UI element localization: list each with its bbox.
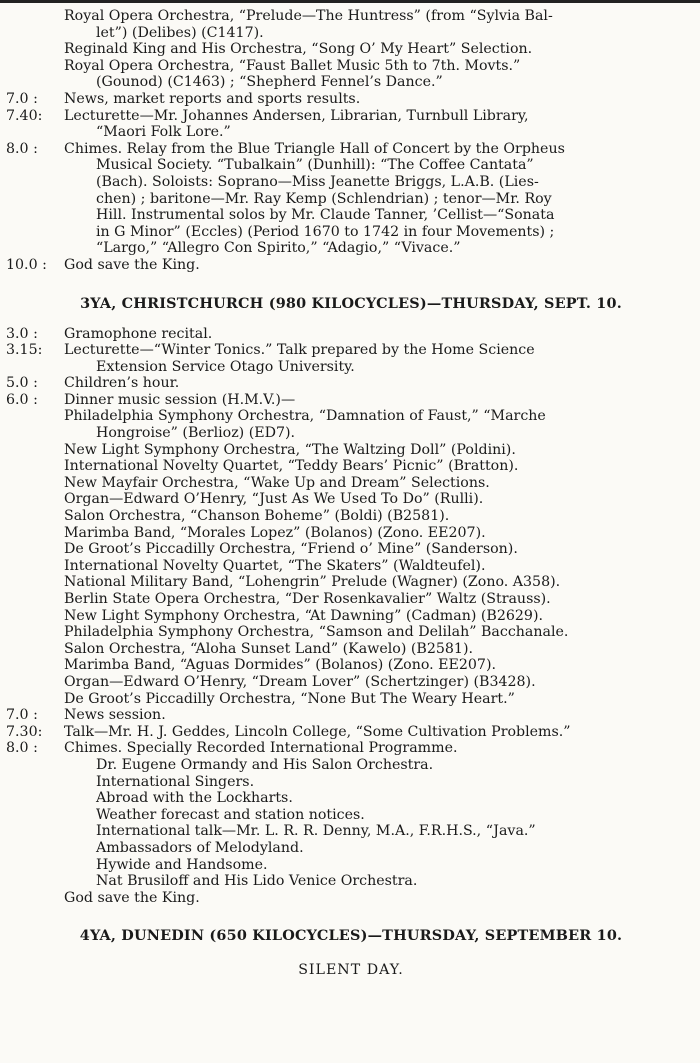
entry-time: 7.0 : — [6, 707, 38, 724]
entry-line: “Largo,” “Allegro Con Spirito,” “Adagio,” “Vivace.” — [96, 240, 461, 257]
entry-line: Chimes. Relay from the Blue Triangle Hall of Concert by the Orpheus — [64, 140, 565, 157]
programme-entry — [6, 8, 696, 91]
entry-line: Organ—Edward O’Henry, “Just As We Used To Do” (Rulli). — [64, 491, 484, 508]
entry-line: Royal Opera Orchestra, “Faust Ballet Music 5th to 7th. Movts.” — [64, 57, 521, 74]
entry-line: Weather forecast and station notices. — [96, 806, 365, 823]
entry-time: 8.0 : — [6, 140, 38, 157]
entry-line: De Groot’s Piccadilly Orchestra, “None But The Weary Heart.” — [64, 690, 515, 707]
entry-line: (Gounod) (C1463) ; “Shepherd Fennel’s Dance.” — [96, 74, 443, 91]
silent-day-notice: SILENT DAY. — [298, 962, 404, 979]
programme-entry — [6, 392, 696, 707]
entry-line: Ambassadors of Melodyland. — [96, 839, 304, 856]
entry-line: International Singers. — [96, 773, 255, 790]
programme-page — [6, 8, 696, 978]
entry-line: Extension Service Otago University. — [96, 358, 355, 375]
top-rule — [0, 0, 700, 3]
entry-time: 10.0 : — [6, 256, 47, 273]
programme-entry — [6, 740, 696, 906]
programme-entry — [6, 326, 696, 343]
entry-line: God save the King. — [64, 256, 200, 273]
top-section — [6, 8, 696, 274]
entry-line: Hill. Instrumental solos by Mr. Claude Tanner, ’Cellist—“Sonata — [96, 207, 555, 224]
entry-line: Philadelphia Symphony Orchestra, “Samson and Delilah” Bacchanale. — [64, 624, 569, 641]
entry-line: Salon Orchestra, “Chanson Boheme” (Boldi) (B2581). — [64, 508, 450, 525]
entry-line: God save the King. — [64, 889, 200, 906]
entry-line: International talk—Mr. L. R. R. Denny, M.A., F.R.H.S., “Java.” — [96, 823, 536, 840]
entry-time: 7.30: — [6, 723, 43, 740]
entry-line: Hywide and Handsome. — [96, 856, 268, 873]
entry-time: 7.40: — [6, 107, 43, 124]
entry-line: News, market reports and sports results. — [64, 90, 361, 107]
entry-line: Lecturette—“Winter Tonics.” Talk prepared by the Home Science — [64, 342, 535, 359]
entry-line: De Groot’s Piccadilly Orchestra, “Friend o’ Mine” (Sanderson). — [64, 541, 518, 558]
entry-line: Salon Orchestra, “Aloha Sunset Land” (Kawelo) (B2581). — [64, 640, 474, 657]
entry-line: New Light Symphony Orchestra, “At Dawning” (Cadman) (B2629). — [64, 607, 543, 624]
entry-line: Musical Society. “Tubalkain” (Dunhill): “The Coffee Cantata” — [96, 157, 534, 174]
entry-line: Organ—Edward O’Henry, “Dream Lover” (Schertzinger) (B3428). — [64, 673, 536, 690]
entry-line: New Light Symphony Orchestra, “The Waltzing Doll” (Poldini). — [64, 441, 516, 458]
entry-line: Philadelphia Symphony Orchestra, “Damnation of Faust,” “Marche — [64, 408, 546, 425]
entry-line: “Maori Folk Lore.” — [96, 124, 231, 141]
entry-time: 3.0 : — [6, 325, 38, 342]
programme-entry — [6, 257, 696, 274]
entry-line: Dr. Eugene Ormandy and His Salon Orchestra. — [96, 756, 434, 773]
station-heading-3ya: 3YA, CHRISTCHURCH (980 KILOCYCLES)—THURSDAY, SEPT. 10. — [80, 294, 622, 312]
entry-line: Children’s hour. — [64, 375, 180, 392]
programme-entry — [6, 108, 696, 141]
entry-line: Berlin State Opera Orchestra, “Der Rosenkavalier” Waltz (Strauss). — [64, 591, 551, 607]
entry-line: Reginald King and His Orchestra, “Song O’ My Heart” Selection. — [64, 41, 533, 58]
entry-line: National Military Band, “Lohengrin” Prelude (Wagner) (Zono. A358). — [64, 574, 561, 591]
entry-time: 6.0 : — [6, 391, 38, 408]
programme-entry — [6, 375, 696, 392]
programme-entry — [6, 342, 696, 375]
entry-line: Chimes. Specially Recorded International Programme. — [64, 740, 458, 757]
entry-line: chen) ; baritone—Mr. Ray Kemp (Schlendrian) ; tenor—Mr. Roy — [96, 190, 552, 207]
entry-line: Marimba Band, “Morales Lopez” (Bolanos) (Zono. EE207). — [64, 524, 486, 541]
entry-time: 5.0 : — [6, 375, 38, 392]
entry-time: 3.15: — [6, 342, 43, 359]
entry-line: Abroad with the Lockharts. — [96, 790, 293, 807]
programme-entry — [6, 707, 696, 724]
programme-entry — [6, 724, 696, 741]
entry-line: Marimba Band, “Aguas Dormides” (Bolanos) (Zono. EE207). — [64, 657, 497, 674]
entry-time: 7.0 : — [6, 90, 38, 107]
programme-entry — [6, 141, 696, 257]
entry-line: New Mayfair Orchestra, “Wake Up and Dream” Selections. — [64, 474, 490, 491]
entry-line: International Novelty Quartet, “Teddy Bears’ Picnic” (Bratton). — [64, 458, 519, 475]
entry-time — [6, 8, 64, 91]
station-heading-4ya: 4YA, DUNEDIN (650 KILOCYCLES)—THURSDAY, SEPTEMBER 10. — [79, 927, 623, 945]
entry-line: News session. — [64, 707, 166, 724]
section-3ya — [6, 326, 696, 907]
entry-line: Talk—Mr. H. J. Geddes, Lincoln College, “Some Cultivation Problems.” — [64, 723, 571, 740]
entry-line: Nat Brusiloff and His Lido Venice Orchestra. — [96, 873, 418, 890]
entry-line: Gramophone recital. — [64, 325, 213, 342]
entry-line: Dinner music session (H.M.V.)— — [64, 391, 296, 408]
entry-line: (Bach). Soloists: Soprano—Miss Jeanette Briggs, L.A.B. (Lies- — [96, 173, 539, 190]
entry-line: Royal Opera Orchestra, “Prelude—The Huntress” (from “Sylvia Bal- — [64, 8, 553, 24]
entry-time: 8.0 : — [6, 740, 38, 757]
entry-line: in G Minor” (Eccles) (Period 1670 to 1742 in four Movements) ; — [96, 223, 555, 240]
programme-entry — [6, 91, 696, 108]
entry-line: International Novelty Quartet, “The Skaters” (Waldteufel). — [64, 557, 486, 574]
entry-line: Lecturette—Mr. Johannes Andersen, Librarian, Turnbull Library, — [64, 107, 529, 124]
entry-line: Hongroise” (Berlioz) (ED7). — [96, 425, 296, 442]
entry-line: let”) (Delibes) (C1417). — [96, 24, 264, 41]
